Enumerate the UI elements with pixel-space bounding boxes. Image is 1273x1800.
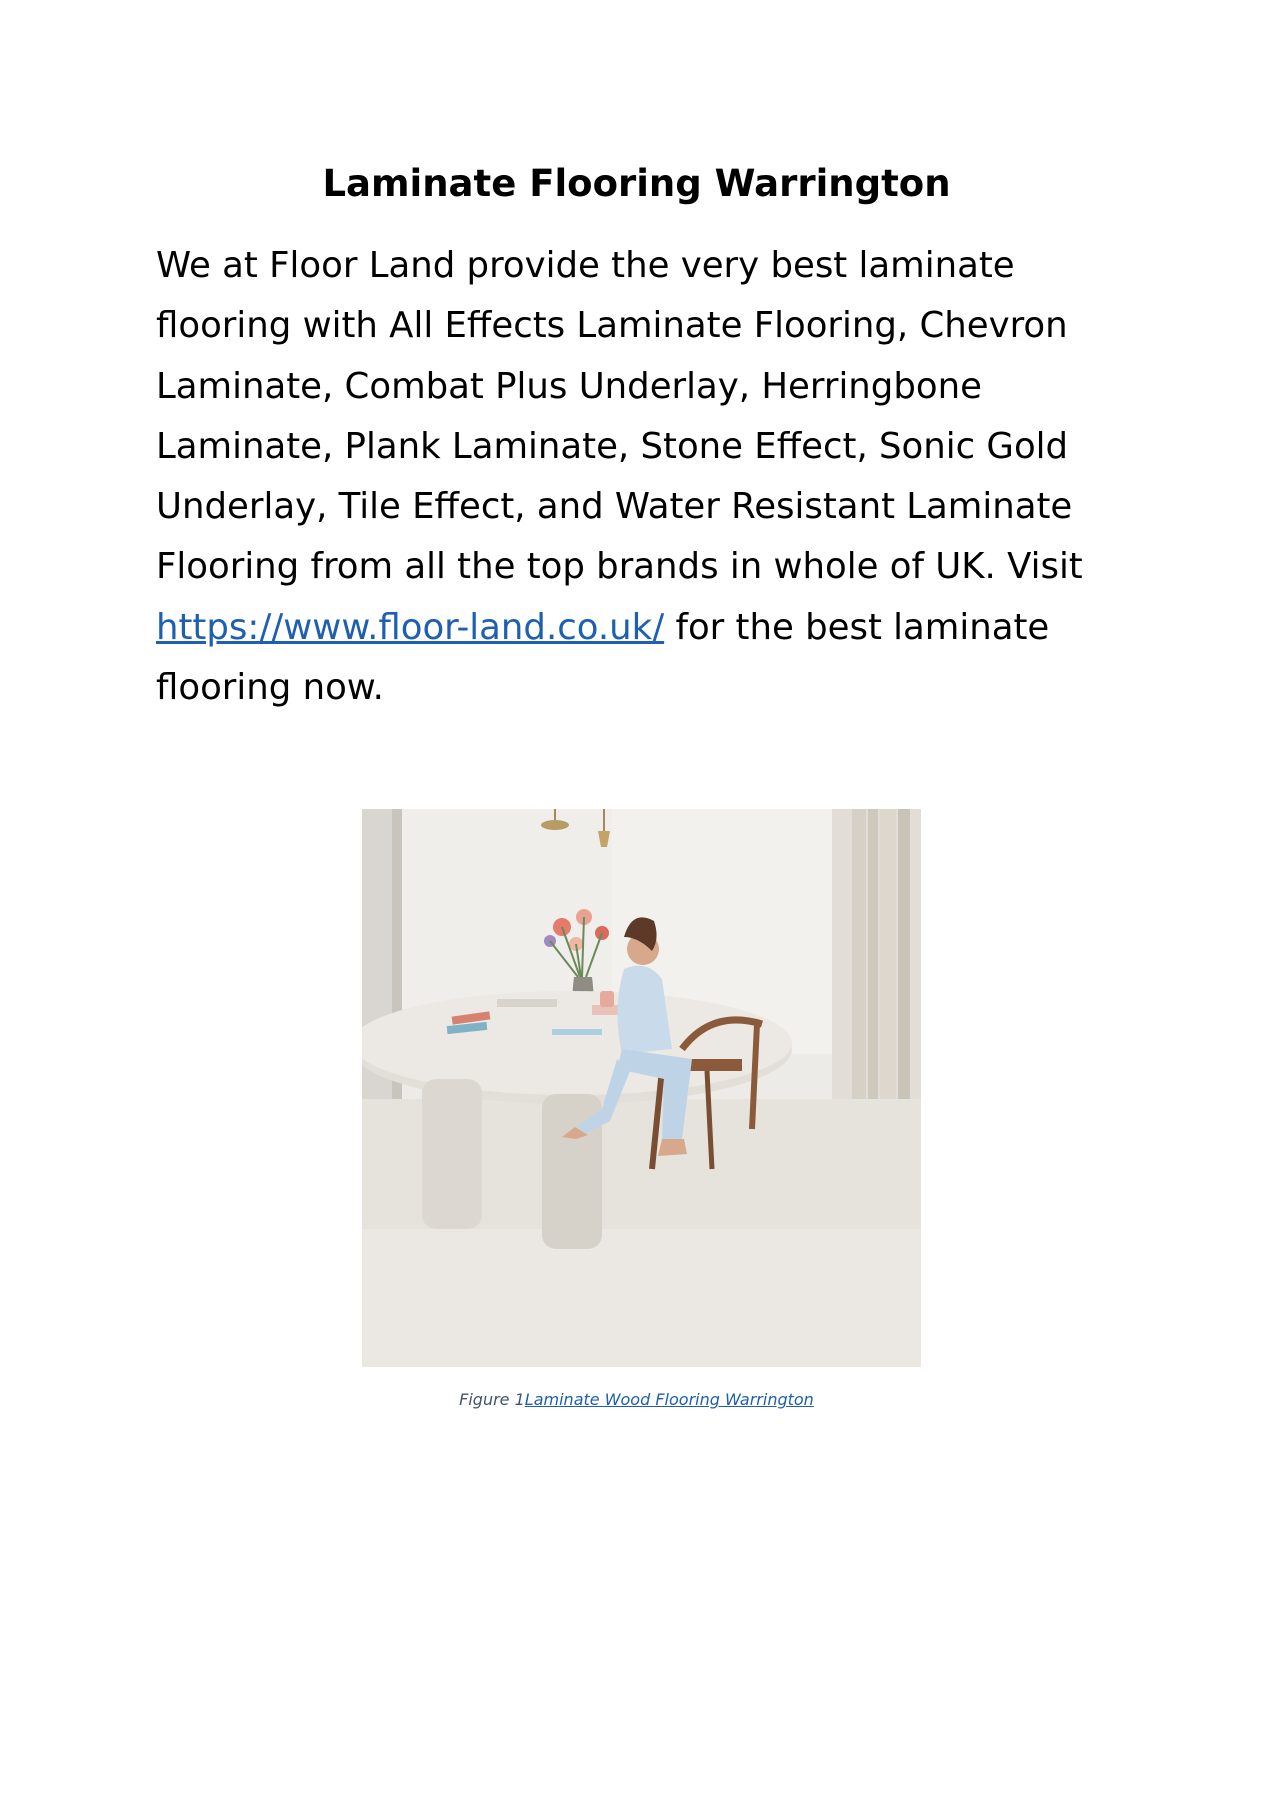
paragraph-line: Underlay, Tile Effect, and Water Resistant Laminate — [156, 486, 1073, 528]
paragraph-line: Flooring from all the top brands in whole of UK. Visit — [156, 546, 1083, 588]
caption-link[interactable]: Laminate Wood Flooring Warrington — [524, 1390, 814, 1409]
figure-photo — [362, 809, 921, 1367]
page-title: Laminate Flooring Warrington — [322, 162, 951, 205]
body-paragraph — [156, 236, 1116, 718]
link-trailing-text: for the best laminate — [664, 606, 1050, 648]
caption-prefix: Figure 1 — [459, 1390, 525, 1409]
paragraph-line: flooring with All Effects Laminate Flooring, Chevron — [156, 305, 1068, 347]
paragraph-line: Laminate, Plank Laminate, Stone Effect, Sonic Gold — [156, 425, 1069, 467]
paragraph-line — [156, 598, 1116, 658]
website-link[interactable]: https://www.floor-land.co.uk/ — [156, 606, 665, 648]
paragraph-line: Laminate, Combat Plus Underlay, Herringbone — [156, 365, 982, 407]
paragraph-line: flooring now. — [156, 667, 384, 709]
figure-caption — [0, 1390, 1273, 1409]
paragraph-line: We at Floor Land provide the very best laminate — [156, 245, 1015, 286]
